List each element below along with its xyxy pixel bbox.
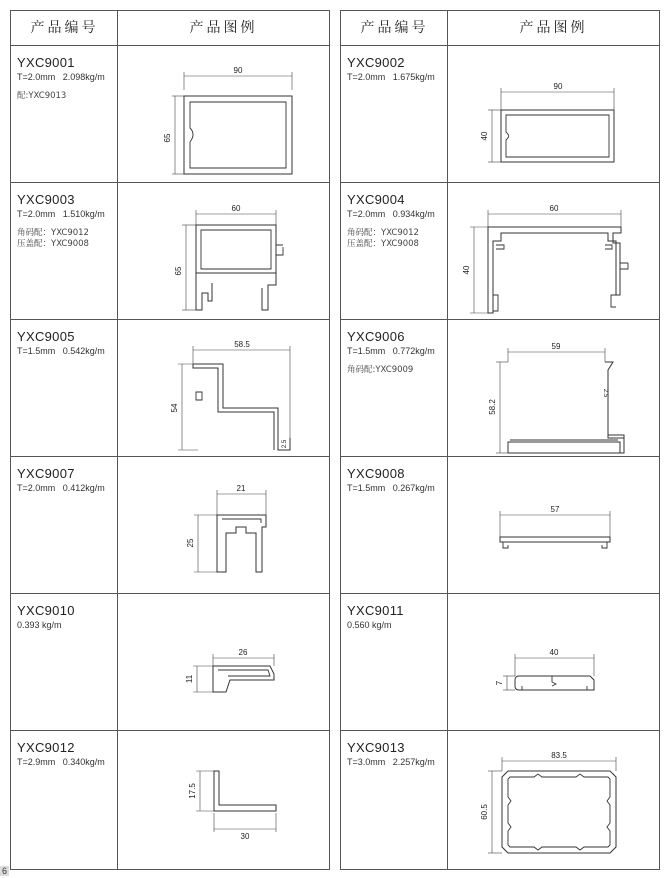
product-info bbox=[347, 330, 445, 376]
profile-feet bbox=[493, 295, 616, 311]
profile-drawing-yxc9003 bbox=[118, 183, 329, 319]
profile-outline bbox=[184, 96, 292, 174]
page-number: 6 bbox=[2, 866, 8, 876]
code-column-header: 产品编号 bbox=[30, 20, 99, 36]
product-code: YXC9003 bbox=[17, 192, 75, 207]
catalog-table-right bbox=[340, 10, 660, 870]
profile-drawing-yxc9010 bbox=[118, 594, 329, 730]
product-note: 角码配：YXC9012 压盖配：YXC9008 bbox=[17, 228, 89, 249]
product-spec: T=2.0mm 2.098kg/m bbox=[17, 72, 105, 82]
profile-drawing-yxc9011 bbox=[448, 594, 659, 730]
product-code: YXC9012 bbox=[17, 740, 75, 755]
product-row-yxc9012 bbox=[11, 731, 329, 868]
product-spec: T=2.0mm 0.412kg/m bbox=[17, 483, 105, 493]
product-row-yxc9007 bbox=[11, 457, 329, 594]
product-info bbox=[347, 604, 445, 631]
profile-outline bbox=[502, 771, 616, 853]
profile-inner bbox=[508, 774, 610, 850]
product-spec: T=2.0mm 1.510kg/m bbox=[17, 209, 105, 219]
product-spec: T=2.9mm 0.340kg/m bbox=[17, 757, 105, 767]
profile-clip bbox=[196, 392, 202, 400]
drawing-column-header: 产品图例 bbox=[189, 20, 258, 36]
product-code: YXC9010 bbox=[17, 603, 75, 618]
product-spec: T=2.0mm 1.675kg/m bbox=[347, 72, 435, 82]
product-row-yxc9008 bbox=[341, 457, 659, 594]
profile-clips bbox=[496, 245, 628, 269]
profile-legs bbox=[196, 273, 276, 310]
product-spec: 0.393 kg/m bbox=[17, 620, 62, 630]
dim-width-label: 58.5 bbox=[234, 340, 250, 349]
product-spec: T=1.5mm 0.772kg/m bbox=[347, 346, 435, 356]
profile-lip bbox=[276, 245, 283, 255]
product-code: YXC9008 bbox=[347, 466, 405, 481]
dim-width-label: 40 bbox=[549, 648, 559, 657]
product-info bbox=[17, 604, 115, 631]
product-info bbox=[347, 193, 445, 250]
dim-height-label: 25 bbox=[186, 538, 195, 548]
product-info bbox=[17, 741, 115, 768]
product-info bbox=[17, 467, 115, 494]
product-row-yxc9013 bbox=[341, 731, 659, 868]
profile-inner bbox=[506, 115, 609, 157]
code-column-header: 产品编号 bbox=[360, 20, 429, 36]
profile-outline bbox=[217, 515, 266, 572]
product-row-yxc9006 bbox=[341, 320, 659, 457]
drawing-column-header: 产品图例 bbox=[519, 20, 588, 36]
profile-inner bbox=[222, 519, 261, 523]
product-info bbox=[17, 330, 115, 357]
dim-width-label: 60 bbox=[231, 204, 241, 213]
product-code: YXC9004 bbox=[347, 192, 405, 207]
dim-width-label: 26 bbox=[238, 648, 248, 657]
dim-width-label: 60 bbox=[549, 204, 559, 213]
profile-inner bbox=[190, 102, 286, 168]
profile-outline bbox=[488, 227, 621, 313]
product-code: YXC9006 bbox=[347, 329, 405, 344]
product-row-yxc9010 bbox=[11, 594, 329, 731]
product-spec: T=1.5mm 0.267kg/m bbox=[347, 483, 435, 493]
dim-width-label: 21 bbox=[236, 484, 246, 493]
product-code: YXC9002 bbox=[347, 55, 405, 70]
product-row-yxc9002 bbox=[341, 46, 659, 183]
dim-width-label: 30 bbox=[240, 832, 250, 841]
product-note: 角码配：YXC9012 压盖配：YXC9008 bbox=[347, 228, 419, 249]
dim-height-label: 40 bbox=[462, 265, 471, 275]
product-row-yxc9001 bbox=[11, 46, 329, 183]
product-spec: T=1.5mm 0.542kg/m bbox=[17, 346, 105, 356]
product-info bbox=[17, 56, 115, 102]
profile-drawing-yxc9006 bbox=[448, 320, 659, 456]
product-note: 配:YXC9013 bbox=[17, 91, 67, 101]
dim-height-label: 40 bbox=[480, 131, 489, 141]
product-info bbox=[347, 56, 445, 83]
product-spec: T=3.0mm 2.257kg/m bbox=[347, 757, 435, 767]
dim-height-label: 7 bbox=[495, 680, 504, 686]
catalog-table-left bbox=[10, 10, 330, 870]
dim-width-label: 90 bbox=[553, 82, 563, 91]
profile-drawing-yxc9008 bbox=[448, 457, 659, 593]
profile-detail bbox=[522, 676, 587, 690]
profile-outline bbox=[501, 110, 614, 162]
profile-outline bbox=[500, 537, 610, 542]
dim-small-label: 2.5 bbox=[282, 439, 288, 449]
dim-width-label: 59 bbox=[551, 342, 561, 351]
profile-drawing-yxc9004 bbox=[448, 183, 659, 319]
product-code: YXC9007 bbox=[17, 466, 75, 481]
product-spec: 0.560 kg/m bbox=[347, 620, 392, 630]
profile-outline bbox=[214, 771, 276, 811]
dim-width-label: 57 bbox=[550, 505, 560, 514]
profile-outline bbox=[508, 362, 624, 453]
product-info bbox=[347, 741, 445, 768]
dim-height-label: 58.2 bbox=[488, 399, 497, 415]
profile-drawing-yxc9002 bbox=[448, 46, 659, 182]
product-code: YXC9013 bbox=[347, 740, 405, 755]
product-row-yxc9011 bbox=[341, 594, 659, 731]
product-note: 角码配:YXC9009 bbox=[347, 365, 414, 375]
product-spec: T=2.0mm 0.934kg/m bbox=[347, 209, 435, 219]
product-info bbox=[17, 193, 115, 250]
product-row-yxc9003 bbox=[11, 183, 329, 320]
profile-drawing-yxc9007 bbox=[118, 457, 329, 593]
dim-width-label: 83.5 bbox=[551, 751, 567, 760]
product-row-yxc9005 bbox=[11, 320, 329, 457]
profile-outline bbox=[196, 225, 276, 273]
dim-height-label: 54 bbox=[170, 403, 179, 413]
profile-drawing-yxc9001 bbox=[118, 46, 329, 182]
profile-drawing-yxc9005 bbox=[118, 320, 329, 456]
product-code: YXC9005 bbox=[17, 329, 75, 344]
profile-outline bbox=[193, 364, 290, 450]
dim-height-label: 60.5 bbox=[480, 804, 489, 820]
dim-width-label: 90 bbox=[233, 66, 243, 75]
table-header bbox=[341, 11, 659, 46]
dim-height-label: 65 bbox=[163, 133, 172, 143]
profile-base bbox=[508, 435, 624, 453]
profile-drawing-yxc9013 bbox=[448, 731, 659, 867]
dim-small-label: 2.5 bbox=[602, 388, 608, 398]
product-info bbox=[347, 467, 445, 494]
product-code: YXC9001 bbox=[17, 55, 75, 70]
profile-drawing-yxc9012 bbox=[118, 731, 329, 867]
product-code: YXC9011 bbox=[347, 603, 404, 618]
dim-height-label: 65 bbox=[174, 266, 183, 276]
profile-inner bbox=[201, 230, 271, 269]
profile-clips bbox=[503, 542, 607, 548]
profile-inner bbox=[218, 670, 270, 676]
product-row-yxc9004 bbox=[341, 183, 659, 320]
dim-height-label: 17.5 bbox=[188, 783, 197, 799]
dim-height-label: 11 bbox=[185, 674, 194, 684]
table-header bbox=[11, 11, 329, 46]
